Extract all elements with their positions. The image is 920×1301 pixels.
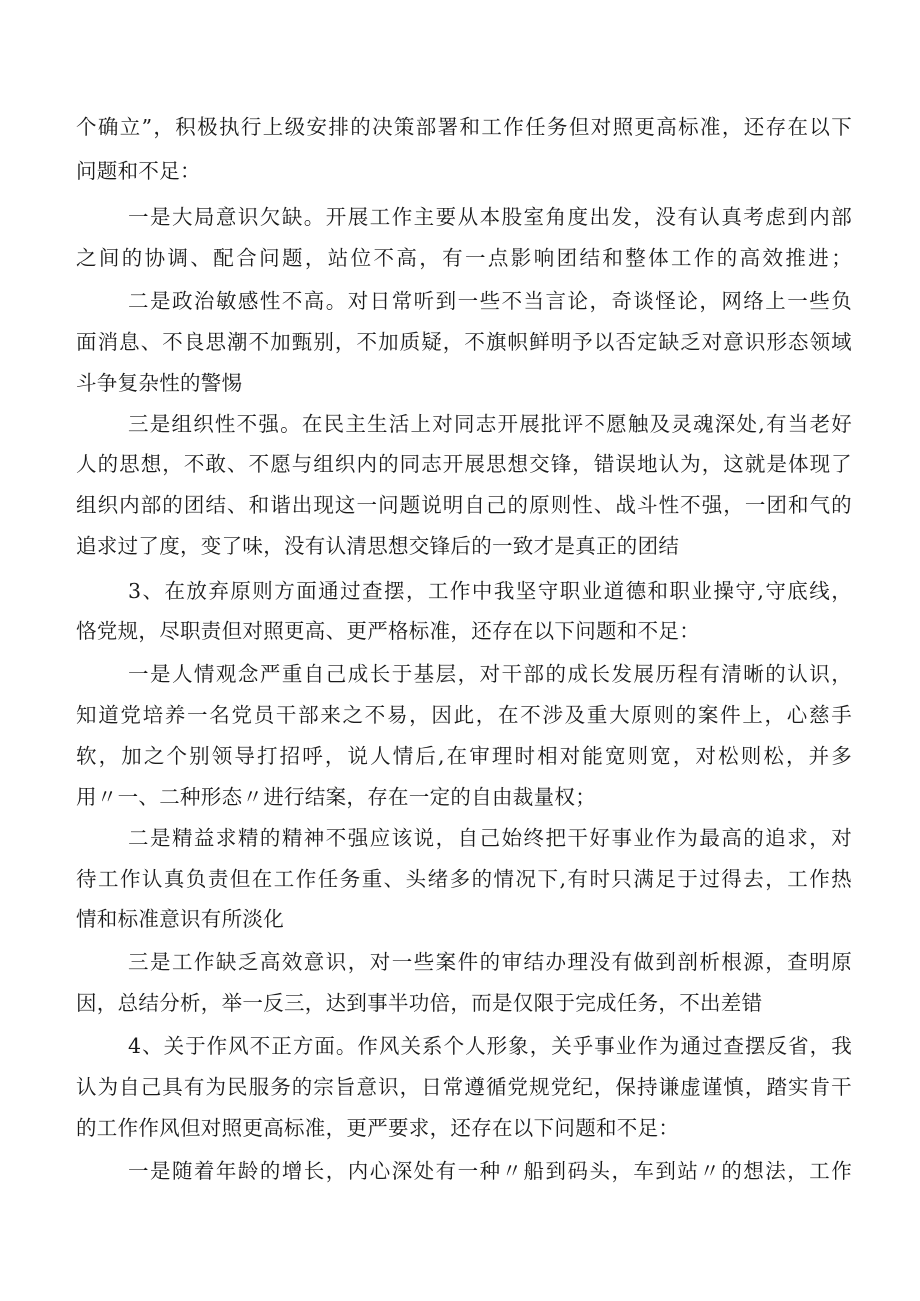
- text-line: 的工作作风但对照更高标准，更严要求，还存在以下问题和不足：: [76, 1116, 680, 1140]
- text-line: 三是工作缺乏高效意识，对一些案件的审结办理没有做到剖析根源，查明原: [128, 950, 852, 974]
- text-line: 因，总结分析，举一反三，达到事半功倍，而是仅限于完成任务，不出差错: [76, 991, 763, 1015]
- text-line: 一是大局意识欠缺。开展工作主要从本股室角度出发，没有认真考虑到内部: [128, 205, 852, 229]
- text-line: 追求过了度，变了味，没有认清思想交锋后的一致才是真正的团结: [76, 534, 680, 558]
- text-line: 一是随着年龄的增长，内心深处有一种〃船到码头，车到站〃的想法，工作: [128, 1159, 852, 1183]
- text-line: 二是精益求精的精神不强应该说，自己始终把干好事业作为最高的追求，对: [128, 826, 852, 850]
- text-line: 用〃一、二种形态〃进行结案，存在一定的自由裁量权；: [76, 785, 596, 809]
- text-line: 问题和不足：: [76, 159, 201, 183]
- text-line: 一是人情观念严重自己成长于基层，对干部的成长发展历程有清晰的认识，: [128, 662, 852, 686]
- text-line: 4、关于作风不正方面。作风关系个人形象，关乎事业作为通过查摆反省，我: [128, 1034, 852, 1058]
- text-line: 三是组织性不强。在民主生活上对同志开展批评不愿触及灵魂深处,有当老好: [128, 412, 852, 436]
- text-line: 3、在放弃原则方面通过查摆，工作中我坚守职业道德和职业操守,守底线，: [128, 579, 852, 603]
- text-line: 认为自己具有为民服务的宗旨意识，日常遵循党规党纪，保持谦虚谨慎，踏实肯干: [76, 1075, 852, 1099]
- text-line: 待工作认真负责但在工作任务重、头绪多的情况下,有时只满足于过得去，工作热: [76, 867, 852, 891]
- text-line: 组织内部的团结、和谐出现这一问题说明自己的原则性、战斗性不强，一团和气的: [76, 493, 852, 517]
- text-line: 二是政治敏感性不高。对日常听到一些不当言论，奇谈怪论，网络上一些负: [128, 289, 852, 313]
- text-line: 人的思想，不敢、不愿与组织内的同志开展思想交锋，错误地认为，这就是体现了: [76, 452, 852, 476]
- text-line: 恪党规，尽职责但对照更高、更严格标准，还存在以下问题和不足：: [76, 619, 700, 643]
- text-line: 知道党培养一名党员干部来之不易，因此，在不涉及重大原则的案件上，心慈手: [76, 703, 852, 727]
- text-line: 面消息、不良思潮不加甄别，不加质疑，不旗帜鲜明予以否定缺乏对意识形态领域: [76, 330, 852, 354]
- text-line: 情和标准意识有所淡化: [76, 907, 284, 931]
- text-line: 之间的协调、配合问题，站位不高，有一点影响团结和整体工作的高效推进；: [76, 246, 852, 270]
- text-line: 斗争复杂性的警惕: [76, 371, 243, 395]
- text-line: 软，加之个别领导打招呼，说人情后,在审理时相对能宽则宽，对松则松，并多: [76, 744, 852, 768]
- text-line: 个确立”，积极执行上级安排的决策部署和工作任务但对照更高标准，还存在以下: [76, 115, 852, 139]
